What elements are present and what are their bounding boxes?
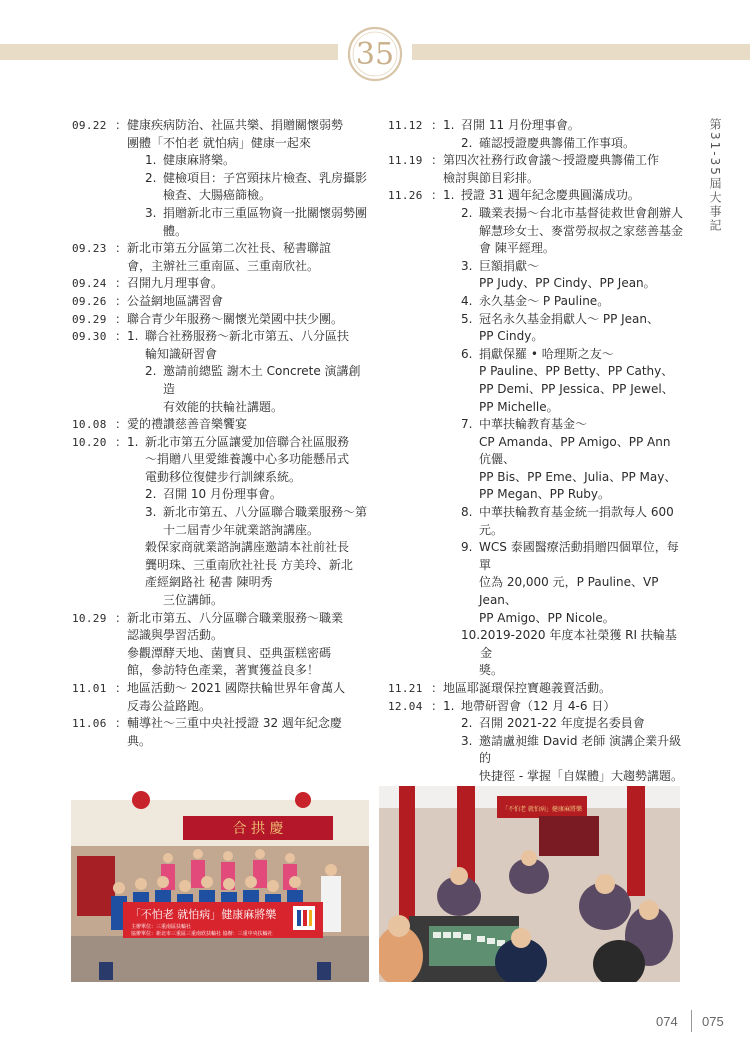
item-number [461,381,479,399]
item-number: 3. [461,258,473,273]
entry-line [127,135,368,153]
entry-body [443,680,684,698]
item-text: 聯合青少年服務～關懷光榮國中扶少團。 [127,311,344,326]
item-text: 會，主辦社三重南區、三重南欣社。 [127,258,320,273]
entry-date: 11.12 [388,119,423,132]
entry-line [127,434,368,452]
item-text: 永久基金～ P Pauline。 [479,293,610,308]
item-number: 1. [145,153,157,168]
entry-line [443,662,684,680]
entry-date: 10.29 [72,611,107,625]
item-text: 地區耶誕環保控寶趣義賣活動。 [443,681,612,695]
item-text: PP Demi、PP Jessica、PP Jewel、 [479,381,674,396]
item-text: 公益網地區講習會 [127,293,224,308]
entry-line [443,240,684,258]
timeline-entry [72,434,368,610]
entry-line [127,311,368,329]
entry-line [443,434,684,469]
timeline-entry [388,152,684,187]
item-number [461,768,479,786]
entry-line [443,399,684,417]
item-number: 6. [461,346,473,361]
entry-body [127,416,368,434]
entry-date: 10.20 [72,435,107,449]
item-number: 2. [145,170,157,185]
item-number: 1. [443,698,455,713]
item-text: 館，參訪特色產業，著實獲益良多！ [127,663,320,678]
timeline-entry [388,187,684,680]
entry-line [127,223,368,241]
item-text: PP Amigo、PP Nicole。 [479,610,615,625]
item-text: PP Bis、PP Eme、Julia、PP May、 [479,469,677,484]
date-separator: ： [115,276,128,291]
item-number [461,328,479,346]
item-text: 輔導社～三重中央社授證 32 週年紀念慶 [127,716,342,731]
header-band-left [0,44,338,60]
entry-line [443,275,684,293]
item-number [127,346,145,364]
date-separator: ： [431,118,444,132]
item-text: 新北市第五、八分區聯合職業服務～職業 [127,610,344,625]
item-number [145,399,163,417]
entry-line [127,645,368,663]
entry-line [443,522,684,540]
item-text: 龔明珠、三重南欣社社長 方美玲、新北 [145,557,353,572]
entry-date: 09.30 [72,330,107,344]
item-number: 5. [461,311,473,326]
svg-text:35: 35 [355,37,395,72]
entry-line [127,275,368,293]
item-text: 反毒公益路跑。 [127,698,212,713]
timeline-entry [72,275,368,293]
item-text: 典。 [127,733,152,748]
item-number [145,522,163,540]
item-number [127,451,145,469]
item-text: 三位講師。 [163,593,224,608]
item-text: 捐贈新北市三重區物資一批關懷弱勢團 [163,205,368,220]
entry-line [127,451,368,469]
entry-line [443,680,684,698]
entry-line [443,539,684,574]
entry-body [127,434,368,610]
date-separator: ： [115,681,128,695]
date-separator: ： [115,610,128,625]
left-column [72,117,368,750]
entry-line [127,399,368,417]
entry-line [127,170,368,188]
entry-line [127,240,368,258]
item-text: 中華扶輪教育基金～ [479,417,588,432]
entry-line [127,117,368,135]
item-number: 2. [145,487,157,502]
item-text: 新北市第五、八分區聯合職業服務～第 [163,505,368,520]
entry-line [127,680,368,698]
date-separator: ： [115,311,128,326]
header-band-right [412,44,750,60]
entry-date: 11.21 [388,682,423,695]
entry-date: 11.26 [388,189,423,203]
item-text: 新北市第五分區讓愛加倍聯合社區服務 [145,434,350,449]
item-text: P Pauline、PP Betty、PP Cathy、 [479,364,674,379]
item-text: PP Michelle。 [479,399,559,414]
item-text: 認識與學習活動。 [127,628,224,643]
entry-line [443,187,684,205]
date-separator: ： [115,329,128,344]
entry-line [127,328,368,346]
item-text: 第四次社務行政會議～授證慶典籌備工作 [443,153,660,168]
item-number: 3. [145,505,157,520]
entry-line [127,627,368,645]
item-text: 確認授證慶典籌備工作事項。 [479,135,636,150]
entry-line [443,117,684,135]
entry-line [443,768,684,786]
entry-line [127,504,368,522]
entry-body [127,311,368,329]
entry-line [127,187,368,205]
date-separator: ： [115,434,128,449]
item-number: 1. [127,434,139,449]
timeline-entry [72,293,368,311]
svg-text:「不怕老 就怕病」健康麻將樂: 「不怕老 就怕病」健康麻將樂 [502,806,582,813]
item-number: 4. [461,293,473,308]
item-text: 冠名永久基金捐獻人～ PP Jean、 [479,311,659,326]
item-number: 9. [461,540,473,555]
item-number [461,275,479,293]
item-number [461,574,479,609]
entry-date: 10.08 [72,418,107,432]
item-text: 授證 31 週年紀念慶典圓滿成功。 [461,188,640,203]
item-text: 聯合社務服務～新北市第五、八分區扶 [145,329,350,344]
item-text: 邀請盧昶維 David 老師 演講企業升級的 [479,733,682,766]
item-number [461,610,479,628]
timeline-entry [72,680,368,715]
entry-line [443,416,684,434]
item-number: 2. [461,716,473,731]
item-text: 會 陳平經理。 [479,241,555,256]
entry-line [127,363,368,398]
entry-line [443,152,684,170]
item-text: 邀請前總監 謝木土 Concrete 演講創造 [163,364,361,396]
item-number [461,486,479,504]
item-text: 2019-2020 年度本社榮獲 RI 扶輪基金 [480,628,677,660]
entry-body [443,117,684,152]
item-number [145,187,163,205]
item-text: 健康疾病防治、社區共樂、捐贈關懷弱勢 [127,118,344,132]
entry-line [127,610,368,628]
item-number [145,592,163,610]
date-separator: ： [431,153,444,168]
item-text: PP Cindy。 [479,329,544,344]
entry-line [127,539,368,557]
entry-line [127,258,368,276]
entry-line [127,715,368,733]
entry-body [127,293,368,311]
date-separator: ： [431,698,444,713]
entry-date: 09.23 [72,242,107,256]
entry-date: 09.22 [72,119,107,132]
date-separator: ： [115,118,128,132]
entry-body [443,187,684,680]
entry-line [443,698,684,716]
item-number: 2. [145,364,157,379]
item-text: 產經網路社 秘書 陳明秀 [145,575,273,590]
entry-line [127,698,368,716]
entry-line [443,170,684,188]
entry-line [127,662,368,680]
entry-date: 09.24 [72,277,107,291]
entry-body [127,117,368,240]
entry-line [443,574,684,609]
timeline-entry [72,416,368,434]
entry-line [127,293,368,311]
item-text: 巨額捐獻～ [479,258,540,273]
item-text: WCS 泰國醫療活動捐贈四個單位，每單 [479,540,679,572]
entry-line [443,486,684,504]
item-text: 檢討與節目彩排。 [443,170,540,185]
entry-line [127,592,368,610]
timeline-entry [388,698,684,786]
entry-line [127,469,368,487]
svg-text:主辦單位：三重南區扶輪社: 主辦單位：三重南區扶輪社 [131,924,192,930]
item-text: 穀保家商就業諮詢講座邀請本社前社長 [145,540,350,555]
entry-line [443,610,684,628]
item-number [461,240,479,258]
entry-line [443,258,684,276]
entry-line [127,152,368,170]
item-number: 2. [461,205,473,220]
item-text: PP Judy、PP Cindy、PP Jean。 [479,276,656,291]
item-text: 輪知識研習會 [145,346,218,361]
item-text: 有效能的扶輪社講題。 [163,399,284,414]
item-number: 1. [443,118,455,132]
item-text: PP Megan、PP Ruby。 [479,487,611,502]
item-text: CP Amanda、PP Amigo、PP Ann 伉儷、 [479,434,671,467]
date-separator: ： [431,681,444,695]
item-number [145,223,163,241]
item-number [461,662,479,680]
item-text: 十二屆青少年就業諮詢講座。 [163,522,320,537]
item-number: 10. [461,628,481,643]
date-separator: ： [431,188,444,203]
entry-line [443,293,684,311]
entry-line [443,135,684,153]
entry-body [127,680,368,715]
entry-body [127,275,368,293]
item-number: 3. [145,205,157,220]
page-number-left: 074 [656,1014,678,1029]
photo-mahjong-hall [379,786,680,982]
item-text: 地帶研習會（12 月 4-6 日） [461,698,616,713]
entry-date: 11.06 [72,717,107,731]
entry-line [443,205,684,223]
item-text: 體。 [163,223,188,238]
item-number [127,469,145,487]
item-number [461,522,479,540]
item-number: 8. [461,505,473,520]
entry-line [127,346,368,364]
item-text: 職業表揚～台北市基督徒救世會創辦人 [479,205,684,220]
item-text: 愛的禮讚慈善音樂饗宴 [127,417,248,432]
entry-line [443,381,684,399]
right-column [388,117,684,821]
item-text: 中華扶輪教育基金統一捐款每人 600 [479,505,674,520]
svg-text:「不怕老 就怕病」健康麻將樂: 「不怕老 就怕病」健康麻將樂 [129,908,277,921]
entry-line [127,486,368,504]
item-number: 1. [127,329,139,344]
item-text: 電動移位復健步行訓練系統。 [145,469,302,484]
item-text: 團體「不怕老 就怕病」健康一起來 [127,135,311,150]
timeline-entry [72,328,368,416]
item-text: 解慧珍女士、麥當勞叔叔之家慈善基金 [479,223,684,238]
item-number [461,223,479,241]
entry-line [443,223,684,241]
entry-line [443,328,684,346]
timeline-entry [72,311,368,329]
entry-body [127,328,368,416]
entry-line [443,715,684,733]
item-text: 召開九月理事會。 [127,276,224,291]
entry-body [127,610,368,680]
entry-body [443,152,684,187]
entry-date: 09.26 [72,294,107,308]
item-number [461,469,479,487]
item-text: ～捐贈八里愛維養護中心多功能懸吊式 [145,452,350,467]
entry-line [127,574,368,592]
item-text: 健康麻將樂。 [163,153,236,168]
entry-line [443,311,684,329]
entry-line [127,733,368,751]
item-text: 檢查、大腸癌篩檢。 [163,188,272,203]
item-number [461,363,479,381]
date-separator: ： [115,417,128,432]
page-number-right: 075 [702,1014,724,1029]
item-text: 快捷徑 - 掌握「自媒體」大趨勢講題。 [479,768,683,783]
entry-line [127,522,368,540]
timeline-entry [72,610,368,680]
entry-date: 09.29 [72,312,107,326]
timeline-entry [388,680,684,698]
item-text: 召開 2021-22 年度提名委員會 [479,716,645,731]
item-text: 捐獻保羅 • 哈理斯之友～ [479,346,614,361]
item-text: 新北市第五分區第二次社長、秘書聯誼 [127,241,332,256]
item-number: 7. [461,417,473,432]
timeline-entry [72,117,368,240]
item-text: 獎。 [479,663,504,678]
page-number-divider [691,1010,692,1032]
entry-line [443,469,684,487]
photo-group-banner [71,786,369,982]
entry-body [127,240,368,275]
entry-line [127,205,368,223]
item-text: 召開 10 月份理事會。 [163,487,282,502]
timeline-entry [72,240,368,275]
item-text: 元。 [479,522,504,537]
svg-text:合 拱 慶: 合 拱 慶 [232,821,284,837]
item-number [461,399,479,417]
entry-line [443,733,684,768]
entry-body [127,715,368,750]
item-text: 健檢項目：子宮頸抹片檢查、乳房攝影 [163,170,368,185]
item-text: 參觀潭酵天地、菌寶貝、亞典蛋糕密碼 [127,645,332,660]
date-separator: ： [115,293,128,308]
item-text: 位為 20,000 元，P Pauline、VP Jean、 [479,575,659,608]
item-number: 3. [461,733,473,748]
item-text: 召開 11 月份理事會。 [461,118,580,132]
entry-line [443,363,684,381]
item-number [461,434,479,469]
entry-line [443,346,684,364]
timeline-entry [388,117,684,152]
35th-anniversary-logo [340,14,410,84]
entry-body [443,698,684,786]
item-number: 2. [461,135,473,150]
entry-date: 12.04 [388,699,423,713]
item-number: 1. [443,188,455,203]
entry-line [443,627,684,662]
entry-line [127,557,368,575]
item-text: 地區活動～ 2021 國際扶輪世界年會萬人 [127,681,346,695]
date-separator: ： [115,241,128,256]
entry-date: 11.01 [72,682,107,695]
date-separator: ： [115,716,128,731]
entry-line [443,504,684,522]
chapter-side-title: 第31-35屆大事記 [708,118,722,233]
svg-text:協辦單位：新北市三重區三重南欣扶輪社 協辦：三重中央扶輪社: 協辦單位：新北市三重區三重南欣扶輪社 協辦：三重中央扶輪社 [131,931,273,937]
timeline-entry [72,715,368,750]
entry-date: 11.19 [388,154,423,168]
entry-line [127,416,368,434]
